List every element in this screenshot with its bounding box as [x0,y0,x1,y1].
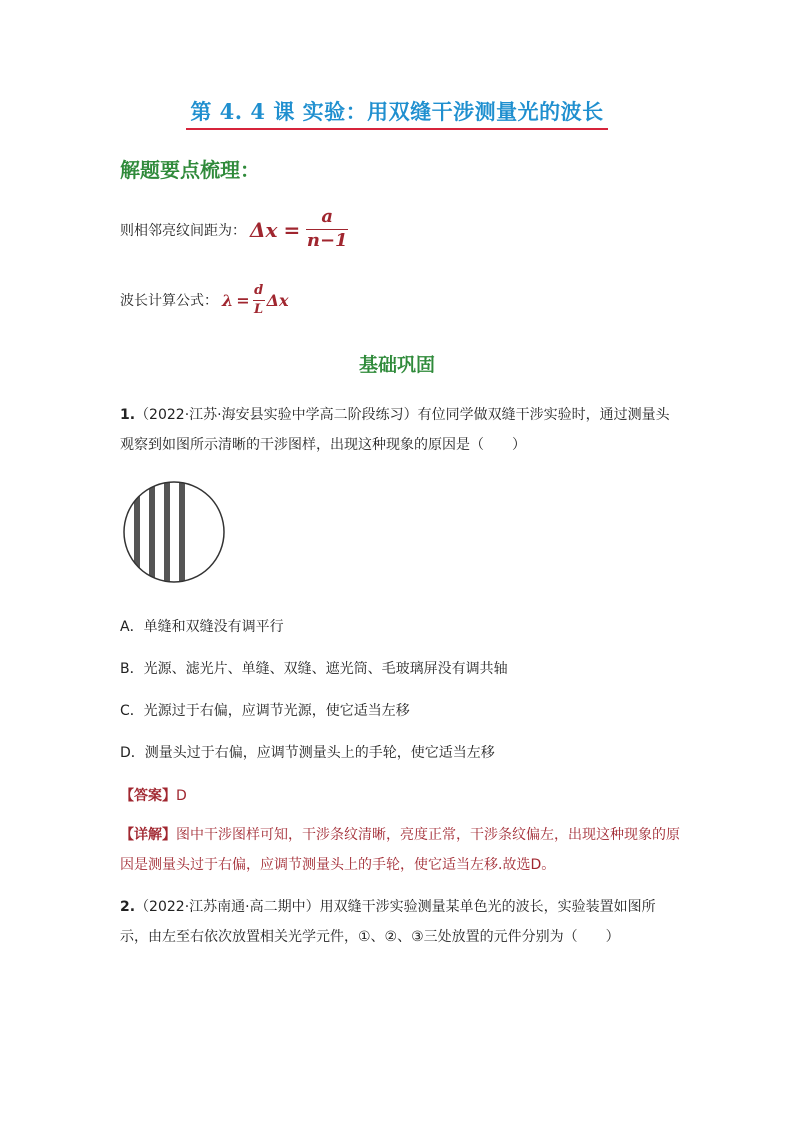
formula-fringe-spacing [120,208,348,251]
fringe-dark [179,480,185,584]
section-basic: 基础巩固 [358,354,435,376]
formula2-numerator: d [254,283,264,298]
detail-tag: 【详解】 [120,827,176,843]
answer-tag: 【答案】 [120,788,176,804]
formula2-label: 波长计算公式： [120,293,218,310]
option-key: B． [120,661,144,677]
formula2-eq: = [236,290,250,310]
answer-value: D [176,788,187,804]
q2-text: 用双缝干涉实验测量某单色光的波长，实验装置如图所示，由左至右依次放置相关光学元件，①、②、③三处放置的元件分别为（ ） [120,899,656,945]
q1-answer [120,785,187,805]
fraction-bar [253,300,265,302]
formula2-lhs: λ [222,290,234,310]
q1-stem [120,400,680,460]
formula2-fraction [253,284,265,317]
formula1-lhs: Δx [250,217,278,242]
q2-source: （2022·江苏南通·高二期中） [135,899,320,915]
key-points-heading: 解题要点梳理： [120,158,260,182]
fringe-dark [149,480,155,584]
formula-wavelength [120,284,289,317]
q1-detail [120,820,680,880]
q1-option-a[interactable] [120,616,284,636]
option-key: D． [120,745,145,761]
formula1-numerator: a [321,206,334,227]
formula1-eq: = [283,217,301,242]
formula2-tail: Δx [266,290,289,310]
q1-option-d[interactable] [120,742,495,762]
formula1-denominator: n−1 [306,230,348,252]
q1-number: 1. [120,407,136,423]
fringe-dark [164,480,170,584]
q1-option-c[interactable] [120,700,410,720]
q1-option-b[interactable] [120,658,508,678]
formula1-label: 则相邻亮纹间距为： [120,222,246,239]
q2-stem [120,892,680,952]
option-text: 单缝和双缝没有调平行 [143,619,284,635]
q1-source: （2022·江苏·海安县实验中学高二阶段练习） [135,407,418,423]
page-title: 第 4. 4 课 实验：用双缝干涉测量光的波长 [0,96,794,130]
option-text: 光源过于右偏，应调节光源，使它适当左移 [143,703,410,719]
option-text: 测量头过于右偏，应调节测量头上的手轮，使它适当左移 [144,745,495,761]
formula2-denominator: L [254,302,264,318]
option-key: C． [120,703,144,719]
option-key: A． [120,619,144,635]
interference-pattern-figure [122,480,226,584]
option-text: 光源、滤光片、单缝、双缝、遮光筒、毛玻璃屏没有调共轴 [143,661,508,677]
q1-text: 有位同学做双缝干涉实验时，通过测量头观察到如图所示清晰的干涉图样，出现这种现象的原因是（ ） [120,407,670,453]
detail-text: 图中干涉图样可知，干涉条纹清晰，亮度正常，干涉条纹偏左，出现这种现象的原因是测量头过于右偏，应调节测量头上的手轮，使它适当左移.故选D。 [120,827,680,873]
q2-number: 2. [120,899,136,915]
formula1-fraction [306,208,348,251]
